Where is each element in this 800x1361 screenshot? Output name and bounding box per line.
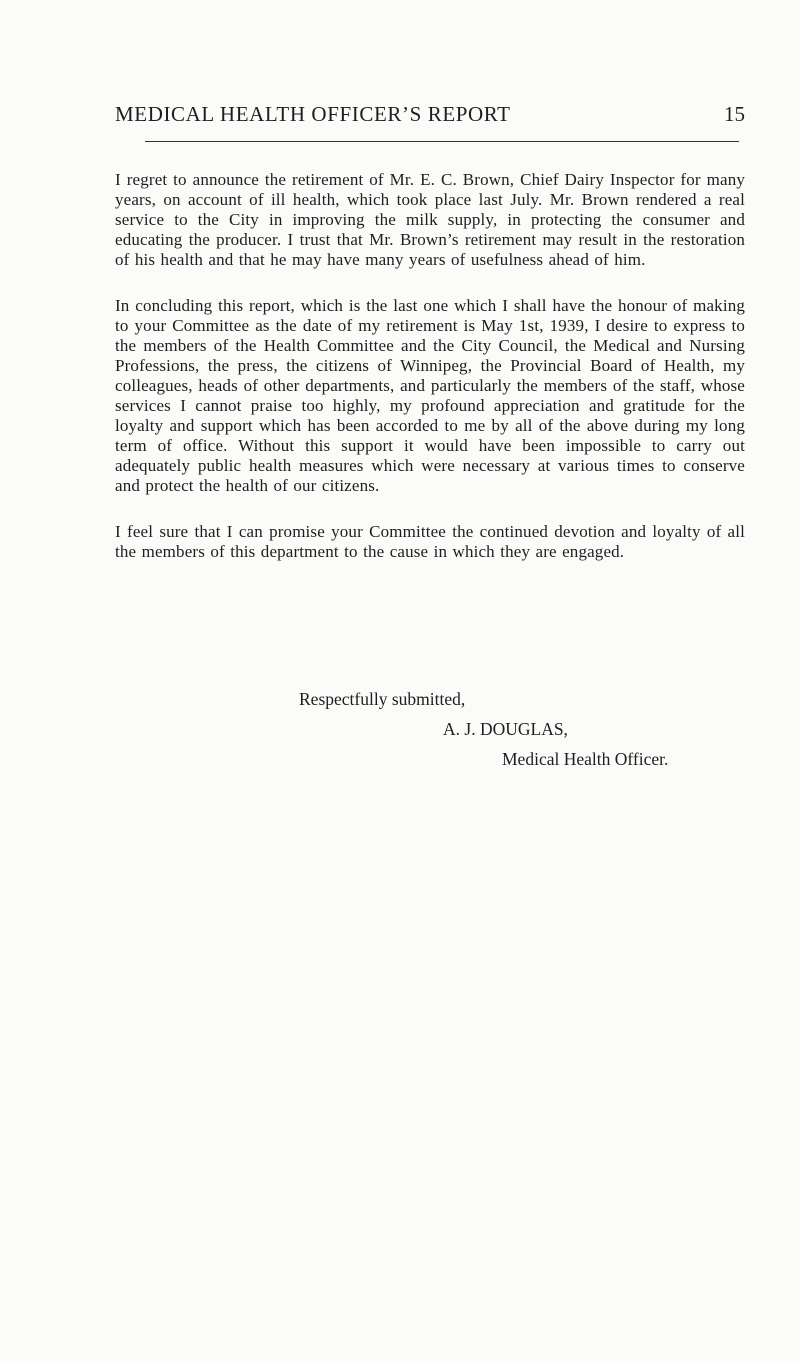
paragraph-acknowledgements: In concluding this report, which is the last one which I shall have the honour of making to your Committee as the date of my retirement is May 1st, 1939, I desire to express to the members of the Health Committee and the City Council, the Medical and Nursing Professions, the press, the citizens of Winnipeg, the Provincial Board of Health, my colleagues, heads of other departments, and particularly the members of the staff, whose services I cannot praise too highly, my profound appreciation and gratitude for the loyalty and support which has been accorded to me by all of the above during my long term of office. Without this support it would have been impossible to carry out adequately public health measures which were necessary at various times to conserve and protect the health of our citizens. xyxy=(115,296,745,495)
paragraph-retirement-announcement: I regret to announce the retirement of Mr. E. C. Brown, Chief Dairy Inspector for many years, on account of ill health, which took place last July. Mr. Brown rendered a real service to the City in improving the milk supply, in protecting the consumer and educating the producer. I trust that Mr. Brown’s retirement may result in the restoration of his health and that he may have many years of usefulness ahead of him. xyxy=(115,170,745,269)
paragraph-devotion: I feel sure that I can promise your Committee the continued devotion and loyalty of all the members of this department to the cause in which they are engaged. xyxy=(115,522,745,561)
signature-block xyxy=(115,684,745,774)
signature-title: Medical Health Officer. xyxy=(502,749,669,769)
page-number: 15 xyxy=(724,102,745,126)
signature-closing: Respectfully submitted, xyxy=(299,689,466,709)
report-title: MEDICAL HEALTH OFFICER’S REPORT xyxy=(115,102,511,126)
page-header xyxy=(115,102,745,132)
header-divider xyxy=(145,141,739,142)
signature-name: A. J. DOUGLAS, xyxy=(443,719,568,739)
report-body xyxy=(115,170,745,588)
